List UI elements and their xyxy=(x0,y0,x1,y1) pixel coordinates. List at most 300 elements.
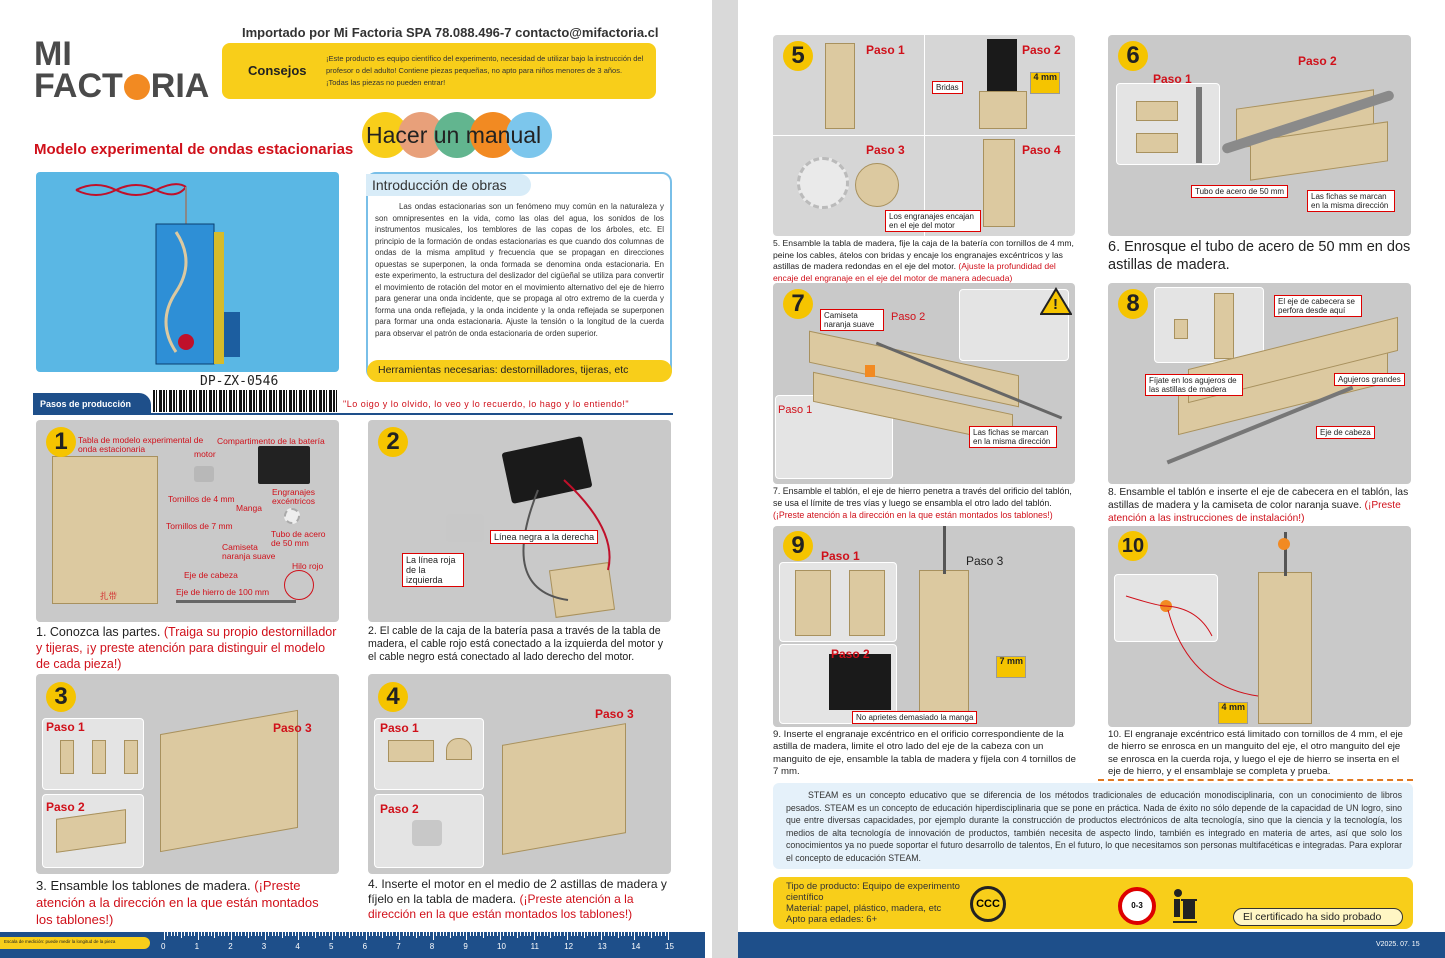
ruler-minor-tick xyxy=(540,932,541,936)
step2-photo xyxy=(368,420,671,622)
logo-line-1: MI xyxy=(34,35,72,73)
dotted-divider xyxy=(1098,779,1413,781)
orange-tee xyxy=(1278,538,1290,550)
ruler-minor-tick xyxy=(507,932,508,936)
ruler-minor-tick xyxy=(302,932,303,936)
battery-box xyxy=(987,39,1017,95)
ruler-minor-tick xyxy=(369,932,370,936)
ruler-minor-tick xyxy=(389,932,390,936)
gear xyxy=(284,508,300,524)
ruler-minor-tick xyxy=(456,932,457,936)
ruler-minor-tick xyxy=(503,932,504,936)
ruler-minor-tick xyxy=(470,932,471,936)
ruler-minor-tick xyxy=(651,932,652,938)
ruler-minor-tick xyxy=(275,932,276,936)
part-label-board: Tabla de modelo experimental de onda estacionaria xyxy=(78,435,204,454)
part-label-screws4: Tornillos de 4 mm xyxy=(168,494,235,504)
trash-icon xyxy=(1170,887,1198,925)
step6-caption: 6. Enrosque el tubo de acero de 50 mm en dos astillas de madera. xyxy=(1108,239,1411,273)
ruler-minor-tick xyxy=(255,932,256,936)
ruler-minor-tick xyxy=(524,932,525,936)
step8-label-bigholes: Agujeros grandes xyxy=(1334,373,1405,386)
ruler-tick xyxy=(634,932,635,940)
ruler-tick xyxy=(231,932,232,940)
step8-caption-text: 8. Ensamble el tablón e inserte el eje de cabecera en el tablón, las astillas de madera y la camiseta de color naranja suave. xyxy=(1108,487,1409,511)
ruler-tick-label: 7 xyxy=(396,942,401,951)
ruler-minor-tick xyxy=(409,932,410,936)
product-illustration xyxy=(36,172,339,372)
step5-paso1: Paso 1 xyxy=(866,43,905,57)
part-label-battery: Compartimento de la batería xyxy=(217,436,325,446)
ruler-tick xyxy=(399,932,400,940)
step3-caption xyxy=(36,877,338,928)
ruler-minor-tick xyxy=(174,932,175,936)
ccc-text: CCC xyxy=(976,898,1000,910)
ruler-minor-tick xyxy=(295,932,296,936)
ruler xyxy=(0,932,705,958)
ruler-minor-tick xyxy=(201,932,202,936)
steam-text: STEAM es un concepto educativo que se diferencia de los métodos tradicionales de educación monodisciplinaria, con un conocimiento de libros pesados. STEAM es un concepto de educación hiperdisciplinaria que se pone en práctica. Nada de éxito no sólo depende de la capacidad de UN logro, sino que entre diversas capacidades, por ejemplo durante la construcción de productos electrónicos de alta tecnología, sino que la ciencia y la tecnología, los medios de alta tecnología de innovación de productos, también necesita de aspecto lindo, también es integrado en materia de artes, así que solo los conocimientos ya no puede soportar el futuro desarrollo de talentos, En el futuro, lo que necesitamos son personas multifacéticas e integradas. Para explorar el concepto de educación STEAM. xyxy=(786,790,1402,863)
ruler-tick-label: 9 xyxy=(463,942,468,951)
ruler-minor-tick xyxy=(224,932,225,936)
product-code: DP-ZX-0546 xyxy=(200,374,279,389)
ruler-minor-tick xyxy=(403,932,404,936)
step4-paso3: Paso 3 xyxy=(595,707,634,721)
ruler-minor-tick xyxy=(413,932,414,936)
ruler-minor-tick xyxy=(611,932,612,936)
ruler-tick-label: 12 xyxy=(564,942,574,951)
step9-paso3: Paso 3 xyxy=(966,554,1004,568)
product-title: Modelo experimental de ondas estacionarias xyxy=(34,141,354,158)
ruler-minor-tick xyxy=(429,932,430,936)
ruler-minor-tick xyxy=(460,932,461,936)
ruler-tick xyxy=(198,932,199,940)
step5-paso3: Paso 3 xyxy=(866,143,905,157)
ruler-minor-tick xyxy=(493,932,494,936)
ruler-minor-tick xyxy=(359,932,360,936)
step3-number: 3 xyxy=(46,682,76,712)
ruler-minor-tick xyxy=(325,932,326,936)
part-label-sleeve: Manga xyxy=(236,503,262,513)
ruler-minor-tick xyxy=(574,932,575,936)
ruler-minor-tick xyxy=(440,932,441,936)
ruler-minor-tick xyxy=(221,932,222,936)
ruler-minor-tick xyxy=(463,932,464,936)
ruler-minor-tick xyxy=(473,932,474,936)
part-label-tee: Camiseta naranja suave xyxy=(222,542,276,561)
ruler-tick xyxy=(668,932,669,940)
ruler-minor-tick xyxy=(480,932,481,936)
step8-number: 8 xyxy=(1118,289,1148,319)
ruler-minor-tick xyxy=(245,932,246,936)
ruler-minor-tick xyxy=(487,932,488,936)
ruler-minor-tick xyxy=(288,932,289,936)
bottom-bar xyxy=(738,932,1445,958)
ruler-tick-label: 11 xyxy=(530,942,539,951)
step2-number: 2 xyxy=(378,427,408,457)
step7-number: 7 xyxy=(783,289,813,319)
ruler-minor-tick xyxy=(450,932,451,938)
step3-paso1: Paso 1 xyxy=(46,720,85,734)
ruler-minor-tick xyxy=(624,932,625,936)
ruler-tick-label: 13 xyxy=(597,942,607,951)
ruler-minor-tick xyxy=(204,932,205,936)
ruler-minor-tick xyxy=(345,932,346,936)
step4-caption xyxy=(368,877,673,922)
ruler-tick-label: 3 xyxy=(261,942,267,951)
ruler-minor-tick xyxy=(594,932,595,936)
step5-label-gears: Los engranajes encajan en el eje del motor xyxy=(885,210,981,232)
ruler-minor-tick xyxy=(550,932,551,938)
ruler-minor-tick xyxy=(356,932,357,936)
ruler-minor-tick xyxy=(665,932,666,936)
ruler-minor-tick xyxy=(342,932,343,936)
ruler-minor-tick xyxy=(554,932,555,936)
ruler-minor-tick xyxy=(352,932,353,936)
ruler-minor-tick xyxy=(571,932,572,936)
step5-number: 5 xyxy=(783,41,813,71)
ruler-minor-tick xyxy=(292,932,293,936)
product-photo xyxy=(36,172,339,372)
wood-board xyxy=(52,456,158,604)
ruler-minor-tick xyxy=(416,932,417,938)
ruler-minor-tick xyxy=(191,932,192,936)
ruler-minor-tick xyxy=(322,932,323,936)
step2-label-red: La línea roja de la izquierda xyxy=(402,553,464,587)
product-material: Material: papel, plástico, madera, etc xyxy=(786,903,942,914)
ruler-minor-tick xyxy=(248,932,249,938)
ruler-minor-tick xyxy=(631,932,632,936)
step8-label-head: El eje de cabecera se perfora desde aquí xyxy=(1274,295,1362,317)
product-age: Apto para edades: 6+ xyxy=(786,914,878,925)
ruler-minor-tick xyxy=(382,932,383,938)
ruler-minor-tick xyxy=(339,932,340,936)
gear-icon xyxy=(124,74,150,100)
ruler-minor-tick xyxy=(530,932,531,936)
slogan: "Lo oigo y lo olvido, lo veo y lo recuerdo, lo hago y lo entiendo!" xyxy=(343,399,630,409)
tips-text: ¡Este producto es equipo científico del experimento, necesidad de utilizar bajo la instrucción del profesor o del adulto! Contiene piezas pequeñas, no apto para niños menores de 3 años. ¡Todas las piezas no pueden entrar! xyxy=(326,54,644,87)
step4-photo xyxy=(368,674,671,874)
ruler-tick xyxy=(500,932,501,940)
step7-label-marks: Las fichas se marcan en la misma dirección xyxy=(969,426,1057,448)
ruler-minor-tick xyxy=(241,932,242,936)
iron-axle xyxy=(176,600,296,603)
step1-caption-warning: (Traiga su propio destornillador y tijeras, ¡y preste atención para distinguir el modelo de cada pieza!) xyxy=(36,625,337,671)
ruler-minor-tick xyxy=(520,932,521,936)
step8-label-axle: Eje de cabeza xyxy=(1316,426,1375,439)
step9-photo xyxy=(773,526,1075,727)
ruler-tick-label: 10 xyxy=(497,942,506,951)
ruler-tick-label: 14 xyxy=(631,942,641,951)
ruler-minor-tick xyxy=(396,932,397,936)
step7-caption xyxy=(773,486,1078,521)
ruler-minor-tick xyxy=(655,932,656,936)
ruler-minor-tick xyxy=(661,932,662,936)
intro-title: Introducción de obras xyxy=(372,177,507,193)
importer-line: Importado por Mi Factoria SPA 78.088.496-7 contacto@mifactoria.cl xyxy=(242,25,659,40)
ruler-minor-tick xyxy=(443,932,444,936)
ruler-minor-tick xyxy=(218,932,219,936)
ruler-minor-tick xyxy=(547,932,548,936)
ruler-tick xyxy=(298,932,299,940)
ruler-minor-tick xyxy=(329,932,330,936)
ruler-minor-tick xyxy=(648,932,649,936)
ruler-minor-tick xyxy=(544,932,545,936)
part-label-thread: Hilo rojo xyxy=(292,561,324,571)
step5-label-bridas: Bridas xyxy=(932,81,963,94)
ruler-minor-tick xyxy=(379,932,380,936)
part-label-headaxle: Eje de cabeza xyxy=(184,570,238,580)
ruler-minor-tick xyxy=(537,932,538,936)
ruler-minor-tick xyxy=(423,932,424,936)
step10-number: 10 xyxy=(1118,531,1148,561)
age-warning-text: 0-3 xyxy=(1131,901,1143,910)
ruler-minor-tick xyxy=(510,932,511,936)
ruler-minor-tick xyxy=(621,932,622,936)
ruler-minor-tick xyxy=(577,932,578,936)
tools-text: Herramientas necesarias: destornilladores, tijeras, etc xyxy=(378,364,629,376)
ruler-minor-tick xyxy=(587,932,588,936)
age-warning-icon xyxy=(1118,887,1156,925)
step8-caption xyxy=(1108,486,1413,525)
ruler-minor-tick xyxy=(658,932,659,936)
ruler-minor-tick xyxy=(171,932,172,936)
ruler-minor-tick xyxy=(527,932,528,936)
ruler-minor-tick xyxy=(597,932,598,936)
ruler-minor-tick xyxy=(312,932,313,936)
ruler-minor-tick xyxy=(406,932,407,936)
step4-paso1: Paso 1 xyxy=(380,721,419,735)
round-chip xyxy=(855,163,899,207)
step5-board xyxy=(825,43,855,129)
step5-photo xyxy=(773,35,1075,236)
ruler-minor-tick xyxy=(251,932,252,936)
part-label-gears: Engranajes excéntricos xyxy=(272,487,316,506)
step6-paso2: Paso 2 xyxy=(1298,54,1337,68)
step9-paso1: Paso 1 xyxy=(821,549,860,563)
ruler-tick xyxy=(466,932,467,940)
steps-line xyxy=(33,413,673,415)
intro-text: Las ondas estacionarias son un fenómeno muy común en la naturaleza y son omnipresentes en la vida, como las olas del agua, los sonidos de los instrumentos musicales, los temblores de las copas de los árboles, etc. El principio de la formación de ondas estacionarias es que cuando dos columnas de ondas de la misma amplitud y frecuencia que se propagan en direcciones opuestas se superponen, la onda formada se denomina onda estacionaria. En este experimento, la estructura del deslizador del cigüeñal se utiliza para convertir el movimiento de rotación del motor en el movimiento alternativo del eje de hierro para generar una onda incidente, que se propaga al otro extremo de la cuerda y forma una onda reflejada, y la onda incidente y la onda reflejada se superponen para formar una onda estacionaria. Ajuste la tensión o la longitud de la cuerda para observar el patrón de onda estacionaria de orden superior. xyxy=(375,202,664,338)
part-label-screws7: Tornillos de 7 mm xyxy=(166,521,233,531)
step5-caption-warning: (Ajuste la profundidad del encaje del engranaje en el eje del motor de manera adecuada) xyxy=(773,261,1056,283)
left-page xyxy=(0,0,712,958)
right-page xyxy=(738,0,1445,958)
ruler-minor-tick xyxy=(513,932,514,936)
ruler-tick-label: 8 xyxy=(429,942,435,951)
step5-caption xyxy=(773,238,1078,284)
ruler-minor-tick xyxy=(628,932,629,936)
step1-caption-text: 1. Conozca las partes. xyxy=(36,625,161,639)
ruler-minor-tick xyxy=(214,932,215,938)
step7-paso1: Paso 1 xyxy=(778,404,813,416)
step3-caption-text: 3. Ensamble los tablones de madera. xyxy=(36,878,251,893)
step4-assembly xyxy=(502,723,626,855)
step10-caption: 10. El engranaje excéntrico está limitado con tornillos de 4 mm, el eje de hierro se enrosca en un manguito del eje, el otro manguito del eje se enrosca en la cuerda roja, y luego el eje de hierro se inserta en el eje de hierro, y el ensamblaje se completa y prueba. xyxy=(1108,729,1403,778)
ruler-minor-tick xyxy=(581,932,582,936)
tips-label: Consejos xyxy=(248,63,307,78)
ruler-tick xyxy=(265,932,266,940)
ruler-minor-tick xyxy=(228,932,229,936)
ruler-minor-tick xyxy=(335,932,336,936)
ruler-minor-tick xyxy=(282,932,283,938)
step2-label-black: Línea negra a la derecha xyxy=(490,530,598,544)
ruler-minor-tick xyxy=(235,932,236,936)
ruler-note: Escala de medición: puede medir la longitud de la pieza xyxy=(4,939,116,944)
step3-photo xyxy=(36,674,339,874)
ruler-minor-tick xyxy=(319,932,320,936)
ruler-minor-tick xyxy=(184,932,185,936)
ruler-minor-tick xyxy=(564,932,565,936)
ruler-minor-tick xyxy=(386,932,387,936)
iron-axle xyxy=(943,526,946,574)
ruler-minor-tick xyxy=(476,932,477,936)
ruler-minor-tick xyxy=(208,932,209,936)
ruler-minor-tick xyxy=(211,932,212,936)
motor xyxy=(412,820,442,846)
step9-assembly xyxy=(919,570,969,722)
step3-caption-warning: (¡Preste atención a la dirección en la que están montados los tablones!) xyxy=(36,878,319,927)
ruler-minor-tick xyxy=(372,932,373,936)
logo-line-2b: RIA xyxy=(150,67,210,105)
part-label-ties: 扎带 xyxy=(100,591,118,601)
step7-label-tee: Camiseta naranja suave xyxy=(820,309,884,331)
step1-caption xyxy=(36,624,338,672)
ruler-tick-label: 5 xyxy=(329,942,334,951)
ruler-minor-tick xyxy=(194,932,195,936)
ruler-tick xyxy=(567,932,568,940)
ruler-tick-label: 0 xyxy=(161,942,166,951)
ruler-tick xyxy=(332,932,333,940)
ruler-minor-tick xyxy=(490,932,491,936)
step7-caption-warning: (¡Preste atención a la dirección en la que están montados los tablones!) xyxy=(773,509,1053,520)
ruler-minor-tick xyxy=(177,932,178,936)
ruler-tick xyxy=(366,932,367,940)
ruler-minor-tick xyxy=(392,932,393,936)
step10-screw-icon: 4 mm xyxy=(1218,702,1248,724)
ruler-minor-tick xyxy=(517,932,518,938)
manual-title: Hacer un manual xyxy=(366,122,542,148)
battery-box xyxy=(258,446,310,484)
step8-caption-warning: (¡Preste atención a las instrucciones de instalación!) xyxy=(1108,500,1401,524)
ruler-minor-tick xyxy=(261,932,262,936)
step5-caption-text: 5. Ensamble la tabla de madera, fije la caja de la batería con tornillos de 4 mm, peine los cables, átelos con bridas y encaje los engranajes excéntricos y las astillas de madera redondas en el eje del motor. xyxy=(773,238,1074,271)
part-label-motor: motor xyxy=(194,449,216,459)
barcode xyxy=(153,390,337,412)
product-info xyxy=(786,881,976,925)
step4-paso2: Paso 2 xyxy=(380,802,419,816)
red-thread xyxy=(284,570,314,600)
step7-caption-text: 7. Ensamble el tablón, el eje de hierro penetra a través del orificio del tablón, se usa el límite de tres vías y luego se ensambla el otro lado del tablón. xyxy=(773,486,1072,508)
ruler-tick-label: 2 xyxy=(228,942,233,951)
step10-photo xyxy=(1108,526,1411,727)
ruler-minor-tick xyxy=(305,932,306,936)
step6-label-marks: Las fichas se marcan en la misma dirección xyxy=(1307,190,1395,212)
ruler-minor-tick xyxy=(446,932,447,936)
ruler-tick-label: 4 xyxy=(295,942,300,951)
logo xyxy=(34,35,210,105)
step5-paso2: Paso 2 xyxy=(1022,43,1061,57)
ruler-minor-tick xyxy=(272,932,273,936)
ruler-tick xyxy=(601,932,602,940)
step8-inset xyxy=(1154,287,1264,363)
step10-assembly xyxy=(1258,572,1312,724)
ruler-minor-tick xyxy=(638,932,639,936)
tips-box xyxy=(222,43,656,99)
version: V2025. 07. 15 xyxy=(1376,941,1420,948)
step8-label-holes: Fíjate en los agujeros de las astillas de madera xyxy=(1145,374,1243,396)
step9-caption: 9. Inserte el engranaje excéntrico en el orificio correspondiente de la astilla de madera, limite el otro lado del eje de la cabeza con un manguito de eje, ensamble la tabla de madera y fíjela con 4 tornillos de 7 mm. xyxy=(773,729,1076,778)
ruler-minor-tick xyxy=(181,932,182,938)
ruler-minor-tick xyxy=(285,932,286,936)
orange-tee xyxy=(865,365,875,377)
ruler-minor-tick xyxy=(608,932,609,936)
ruler-minor-tick xyxy=(641,932,642,936)
product-type: Tipo de producto: Equipo de experimento científico xyxy=(786,881,960,903)
ruler-minor-tick xyxy=(426,932,427,936)
ruler-minor-tick xyxy=(614,932,615,936)
ruler-minor-tick xyxy=(591,932,592,936)
ruler-minor-tick xyxy=(604,932,605,936)
step4-caption-warning: (¡Preste atención a la dirección en la que están montados los tablones!) xyxy=(368,892,634,921)
ruler-minor-tick xyxy=(644,932,645,936)
ruler-minor-tick xyxy=(436,932,437,936)
ruler-tick-label: 1 xyxy=(194,942,200,951)
ruler-minor-tick xyxy=(349,932,350,938)
ruler-minor-tick xyxy=(362,932,363,936)
ruler-minor-tick xyxy=(557,932,558,936)
gear xyxy=(797,157,849,209)
step3-paso3: Paso 3 xyxy=(273,721,312,735)
ruler-minor-tick xyxy=(188,932,189,936)
ruler-minor-tick xyxy=(258,932,259,936)
ruler-minor-tick xyxy=(238,932,239,936)
warning-icon xyxy=(1040,287,1072,315)
warning-mark: ! xyxy=(1053,296,1058,313)
ruler-minor-tick xyxy=(315,932,316,938)
step6-number: 6 xyxy=(1118,41,1148,71)
ruler-tick xyxy=(164,932,165,940)
step2-caption: 2. El cable de la caja de la batería pasa a través de la tabla de madera, el cable rojo está conectado a la izquierda del motor y el cable negro está conectado al lado derecho del motor. xyxy=(368,625,664,663)
step9-number: 9 xyxy=(783,531,813,561)
ruler-minor-tick xyxy=(497,932,498,936)
step9-label-sleeve: No aprietes demasiado la manga xyxy=(852,711,977,724)
ruler-minor-tick xyxy=(453,932,454,936)
ruler-minor-tick xyxy=(167,932,168,936)
ccc-icon xyxy=(970,886,1006,922)
manual-circles xyxy=(362,112,552,158)
step1-number: 1 xyxy=(46,427,76,457)
ruler-tick xyxy=(433,932,434,940)
step5-paso4: Paso 4 xyxy=(1022,143,1061,157)
step9-screw-icon: 7 mm xyxy=(996,656,1026,678)
step9-paso2: Paso 2 xyxy=(831,647,870,661)
ruler-minor-tick xyxy=(308,932,309,936)
ruler-minor-tick xyxy=(618,932,619,938)
step4-number: 4 xyxy=(378,682,408,712)
ruler-minor-tick xyxy=(278,932,279,936)
step4-caption-text: 4. Inserte el motor en el medio de 2 astillas de madera y fíjelo en la tabla de madera. xyxy=(368,877,667,906)
steel-tube xyxy=(1196,87,1202,163)
motor xyxy=(194,466,214,482)
step6-paso1: Paso 1 xyxy=(1153,72,1192,86)
logo-line-2a: FACT xyxy=(34,67,123,105)
ruler-minor-tick xyxy=(419,932,420,936)
battery-box xyxy=(829,654,891,710)
ruler-minor-tick xyxy=(376,932,377,936)
steps-label: Pasos de producción xyxy=(40,399,132,409)
ruler-minor-tick xyxy=(483,932,484,938)
